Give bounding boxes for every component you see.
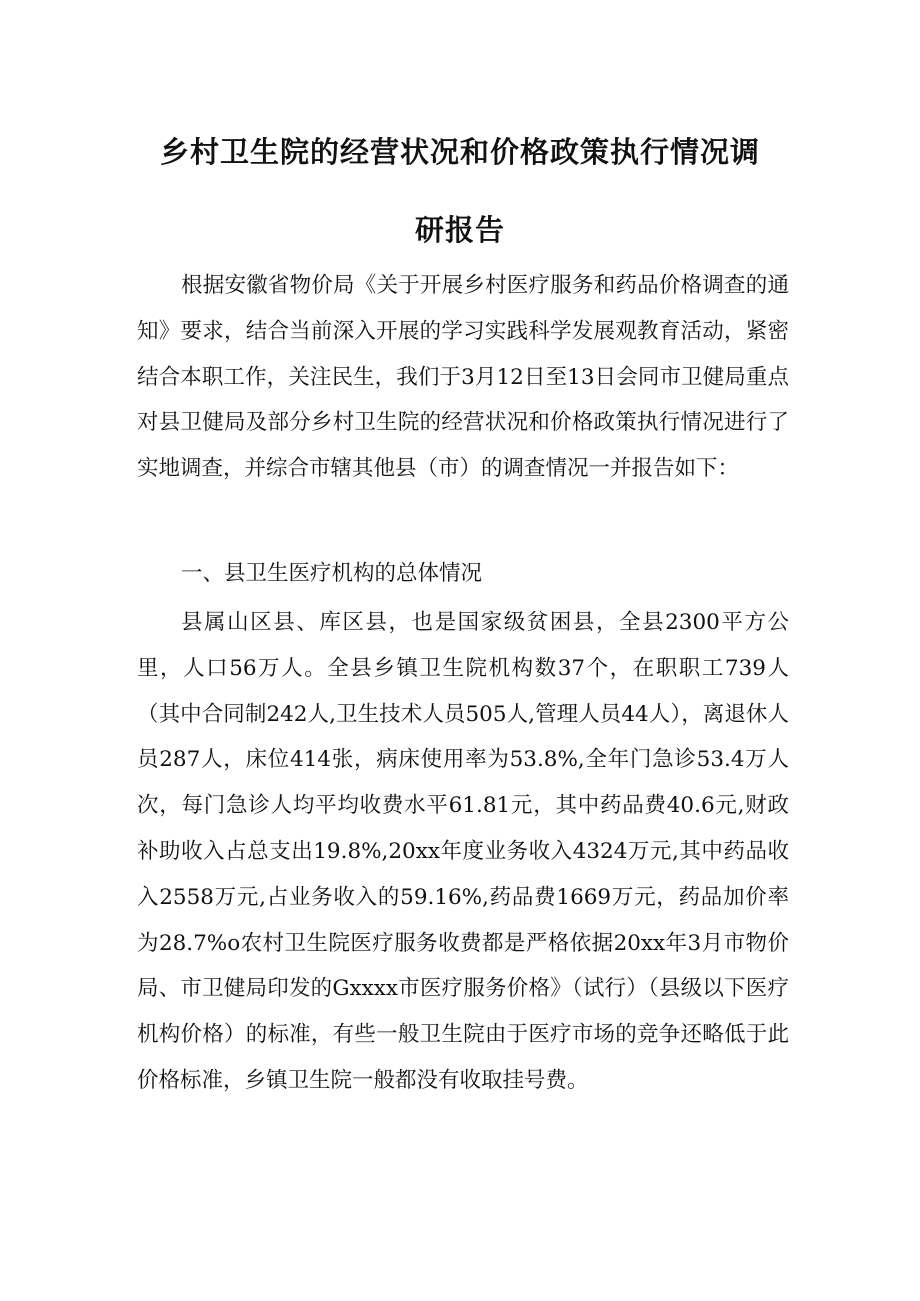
document-title-line-1: 乡村卫生院的经营状况和价格政策执行情况调 <box>159 135 760 169</box>
section-1-heading: 一、县卫生医疗机构的总体情况 <box>181 561 483 586</box>
document-title-line-2: 研报告 <box>414 213 505 247</box>
section-1-paragraph: 县属山区县、库区县，也是国家级贫困县，全县2300平方公里，人口56万人。全县乡镇卫生院机构数37个，在职职工739人（其中合同制242人,卫生技术人员505人,管理人员44人），离退休人员287人，床位414张，病床使用率为53.8%,全年门急诊53.4万人次，每门急诊人均平均收费水平61.81元，其中药品费40.6元,财政补助收入占总支出19.8%,20xx年度业务收入4324万元,其中药品收入2558万元,占业务收入的59.16%,药品费1669万元，药品加价率为28.7%o农村卫生院医疗服务收费都是严格依据20xx年3月市物价局、市卫健局印发的Gxxxx市医疗服务价格》（试行）（县级以下医疗机构价格）的标准，有些一般卫生院由于医疗市场的竞争还略低于此价格标准，乡镇卫生院一般都没有收取挂号费。 <box>137 610 789 1093</box>
intro-paragraph: 根据安徽省物价局《关于开展乡村医疗服务和药品价格调查的通知》要求，结合当前深入开展的学习实践科学发展观教育活动，紧密结合本职工作，关注民生，我们于3月12日至13日会同市卫健局重点对县卫健局及部分乡村卫生院的经营状况和价格政策执行情况进行了实地调查，并综合市辖其他县（市）的调查情况一并报告如下： <box>137 273 789 482</box>
